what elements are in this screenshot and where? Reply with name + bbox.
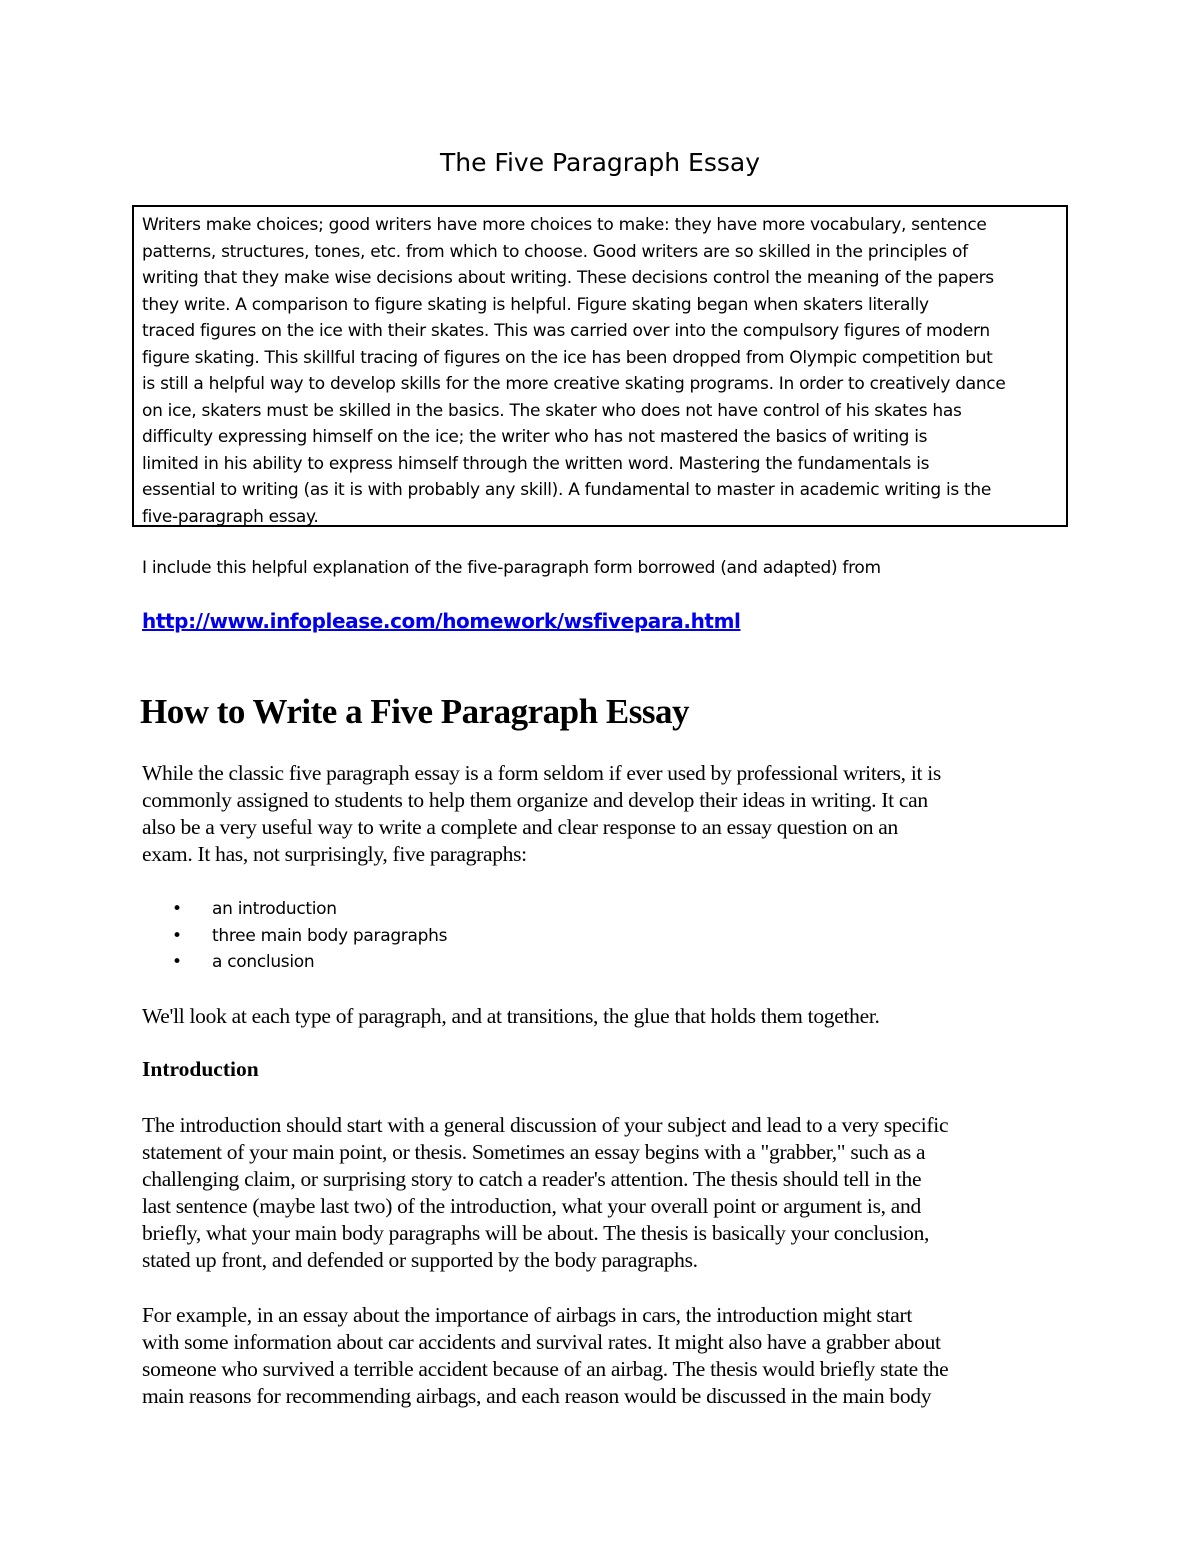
intro-line: limited in his ability to express himself through the written word. Mastering the fundamentals is bbox=[142, 453, 930, 474]
text-line: with some information about car accidents and survival rates. It might also have a grabber about bbox=[142, 1330, 941, 1354]
text-line: exam. It has, not surprisingly, five paragraphs: bbox=[142, 842, 527, 866]
bullet-icon: • bbox=[172, 952, 182, 972]
article-heading: How to Write a Five Paragraph Essay bbox=[140, 692, 689, 731]
source-link[interactable]: http://www.infoplease.com/homework/wsfivepara.html bbox=[142, 609, 741, 633]
list-item-label: three main body paragraphs bbox=[212, 925, 448, 946]
intro-text-box bbox=[132, 205, 1068, 527]
intro-line: writing that they make wise decisions about writing. These decisions control the meaning of the papers bbox=[142, 268, 994, 288]
text-line: stated up front, and defended or supported by the body paragraphs. bbox=[142, 1248, 698, 1272]
text-line: commonly assigned to students to help them organize and develop their ideas in writing. It can bbox=[142, 788, 928, 812]
paragraph-types-list bbox=[172, 896, 447, 976]
source-attribution: I include this helpful explanation of the five-paragraph form borrowed (and adapted) from bbox=[142, 558, 881, 578]
paragraph-example bbox=[142, 1302, 948, 1410]
list-item-label: an introduction bbox=[212, 899, 337, 919]
text-line: also be a very useful way to write a complete and clear response to an essay question on an bbox=[142, 815, 898, 839]
list-item bbox=[172, 896, 447, 923]
list-item bbox=[172, 923, 447, 950]
section-heading-introduction: Introduction bbox=[142, 1057, 259, 1081]
intro-line: Writers make choices; good writers have more choices to make: they have more vocabulary, sentence bbox=[142, 215, 987, 235]
source-link-paragraph bbox=[142, 606, 740, 636]
text-line: While the classic five paragraph essay is a form seldom if ever used by professional writers, it is bbox=[142, 761, 941, 785]
text-line: briefly, what your main body paragraphs will be about. The thesis is basically your conclusion, bbox=[142, 1221, 930, 1245]
intro-line: on ice, skaters must be skilled in the basics. The skater who does not have control of his skates has bbox=[142, 400, 962, 421]
intro-line: patterns, structures, tones, etc. from which to choose. Good writers are so skilled in the principles of bbox=[142, 241, 968, 262]
paragraph-introduction bbox=[142, 1112, 948, 1274]
intro-line: difficulty expressing himself on the ice; the writer who has not mastered the basics of writing is bbox=[142, 427, 928, 447]
list-item bbox=[172, 949, 447, 976]
text-line: main reasons for recommending airbags, and each reason would be discussed in the main body bbox=[142, 1384, 932, 1408]
list-item-label: a conclusion bbox=[212, 952, 315, 972]
text-line: The introduction should start with a general discussion of your subject and lead to a very specific bbox=[142, 1113, 949, 1137]
bullet-icon: • bbox=[172, 899, 182, 919]
intro-line: essential to writing (as it is with probably any skill). A fundamental to master in academic writing is the bbox=[142, 480, 992, 500]
text-line: statement of your main point, or thesis. Sometimes an essay begins with a "grabber," such as a bbox=[142, 1140, 926, 1164]
text-line: someone who survived a terrible accident because of an airbag. The thesis would briefly state the bbox=[142, 1357, 949, 1381]
bullet-icon: • bbox=[172, 925, 182, 946]
text-line: We'll look at each type of paragraph, and at transitions, the glue that holds them together. bbox=[142, 1004, 880, 1028]
intro-line: is still a helpful way to develop skills for the more creative skating programs. In order to creatively dance bbox=[142, 374, 1006, 394]
text-line: last sentence (maybe last two) of the introduction, what your overall point or argument is, and bbox=[142, 1194, 921, 1218]
intro-line: figure skating. This skillful tracing of figures on the ice has been dropped from Olympic competition but bbox=[142, 347, 993, 368]
text-line: challenging claim, or surprising story to catch a reader's attention. The thesis should tell in the bbox=[142, 1167, 922, 1191]
page-title: The Five Paragraph Essay bbox=[439, 148, 761, 177]
intro-line: they write. A comparison to figure skating is helpful. Figure skating began when skaters literally bbox=[142, 294, 929, 315]
paragraph-overview bbox=[142, 760, 941, 868]
paragraph-transitions bbox=[142, 1003, 880, 1030]
intro-line: five-paragraph essay. bbox=[142, 506, 319, 527]
intro-line: traced figures on the ice with their skates. This was carried over into the compulsory figures of modern bbox=[142, 321, 990, 341]
text-line: For example, in an essay about the importance of airbags in cars, the introduction might start bbox=[142, 1303, 913, 1327]
